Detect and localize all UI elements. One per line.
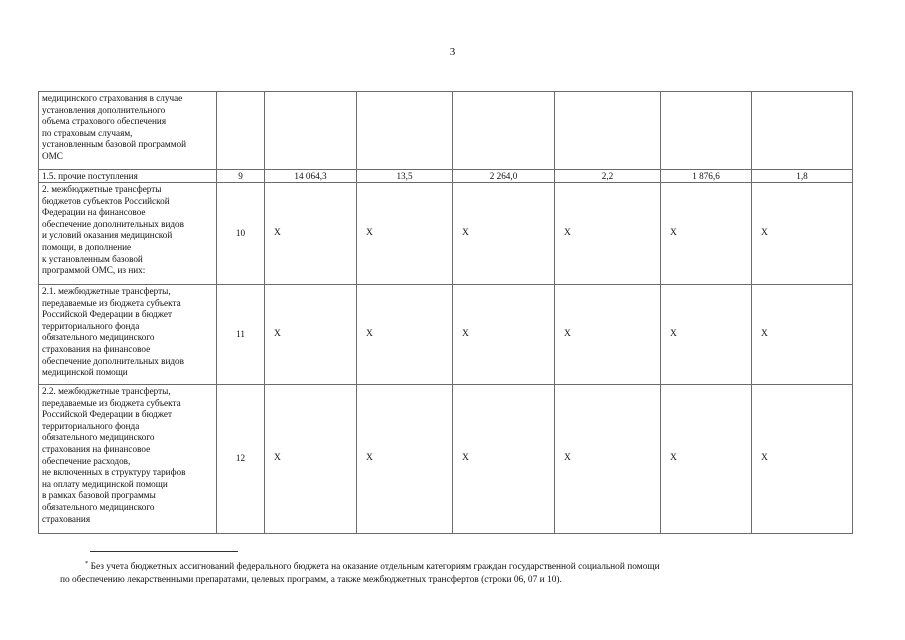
cell-value: X <box>661 285 752 385</box>
table-row <box>39 170 853 183</box>
table-row <box>39 285 853 385</box>
cell-value: 1 876,6 <box>661 170 752 183</box>
cell-value: X <box>752 183 853 285</box>
cell-value: X <box>265 285 357 385</box>
table-row <box>39 183 853 285</box>
row-label: медицинского страхования в случае установления дополнительного объема страхового обеспечения по страховым случаям, установленным базовой программой ОМС <box>39 92 217 170</box>
footnote-mark: * <box>85 559 89 567</box>
cell-value: X <box>453 183 555 285</box>
footnote-divider <box>90 551 238 552</box>
cell-value: X <box>265 183 357 285</box>
row-label: 2.2. межбюджетные трансферты, передаваемые из бюджета субъекта Российской Федерации в бюджет территориального фонда обязательного медицинского страхования на финансовое обеспечение расходов, не включенных в структуру тарифов на оплату медицинской помощи в рамках базовой программы обязательного медицинского страхования <box>39 385 217 534</box>
cell-value: X <box>453 385 555 534</box>
page-number: 3 <box>449 46 456 58</box>
row-number: 12 <box>217 385 265 534</box>
table-row-continuation <box>39 92 853 170</box>
cell-value: X <box>265 385 357 534</box>
row-label: 1.5. прочие поступления <box>39 170 217 183</box>
row-number: 9 <box>217 170 265 183</box>
cell-value: 14 064,3 <box>265 170 357 183</box>
footnote <box>60 561 830 586</box>
cell-value: 13,5 <box>357 170 453 183</box>
cell-value: X <box>453 285 555 385</box>
cell-value: X <box>357 285 453 385</box>
table-row <box>39 385 853 534</box>
row-label: 2.1. межбюджетные трансферты, передаваемые из бюджета субъекта Российской Федерации в бюджет территориального фонда обязательного медицинского страхования на финансовое обеспечение дополнительных видов медицинской помощи <box>39 285 217 385</box>
cell-value: X <box>752 385 853 534</box>
cell-value: X <box>661 385 752 534</box>
finance-table <box>38 91 853 534</box>
cell-value: 2,2 <box>555 170 661 183</box>
footnote-text-1: Без учета бюджетных ассигнований федерального бюджета на оказание отдельным категориям граждан государственной социальной помощи <box>90 562 660 572</box>
row-number: 10 <box>217 183 265 285</box>
cell-value: X <box>357 183 453 285</box>
footnote-line-1 <box>60 561 830 574</box>
row-number: 11 <box>217 285 265 385</box>
row-label: 2. межбюджетные трансферты бюджетов субъектов Российской Федерации на финансовое обеспечение дополнительных видов и условий оказания медицинской помощи, в дополнение к установленным базовой программой ОМС, из них: <box>39 183 217 285</box>
cell-value: X <box>555 385 661 534</box>
cell-value: X <box>661 183 752 285</box>
cell-value: 1,8 <box>752 170 853 183</box>
cell-value: X <box>555 285 661 385</box>
cell-value: 2 264,0 <box>453 170 555 183</box>
cell-value: X <box>752 285 853 385</box>
footnote-line-2: по обеспечению лекарственными препаратами, целевых программ, а также межбюджетных трансфертов (строки 06, 07 и 10). <box>60 574 562 585</box>
cell-value: X <box>555 183 661 285</box>
cell-value: X <box>357 385 453 534</box>
